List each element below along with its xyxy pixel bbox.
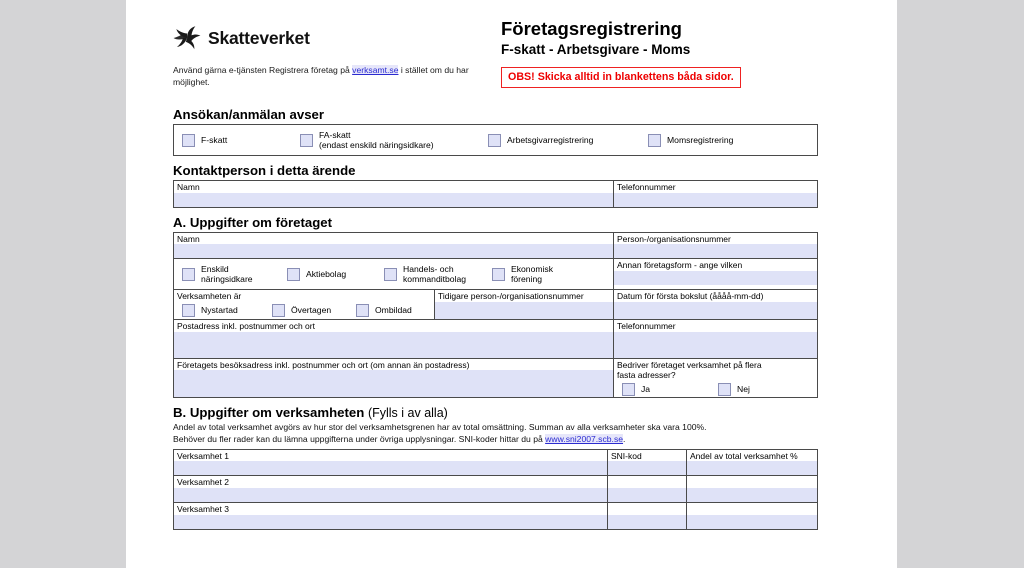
checkbox-item-nystartad[interactable] <box>182 304 272 317</box>
checkbox-momsregistrering-icon[interactable] <box>648 134 661 147</box>
activity-2-share-input[interactable] <box>687 488 817 502</box>
checkbox-handels-kommanditbolag-icon[interactable] <box>384 268 397 281</box>
activity-1-share-cell <box>686 450 817 476</box>
other-company-form-cell <box>613 259 817 289</box>
activity-1-sni-input[interactable] <box>608 461 686 475</box>
title-block <box>501 18 821 88</box>
activity-3-sni-input[interactable] <box>608 515 686 529</box>
contact-name-input[interactable] <box>174 193 613 207</box>
brand-name: Skatteverket <box>208 27 310 48</box>
checkbox-label-ekonomisk-forening-l1: Ekonomisk <box>511 263 554 274</box>
company-form-row <box>174 258 817 289</box>
checkbox-ja-icon[interactable] <box>622 383 635 396</box>
checkbox-nystartad-icon[interactable] <box>182 304 195 317</box>
activity-2-input[interactable] <box>174 488 607 502</box>
first-closing-date-cell <box>613 290 817 319</box>
section-b-table <box>173 449 818 530</box>
checkbox-label-enskild-naringsidkare-l1: Enskild <box>201 263 229 274</box>
company-orgnr-input[interactable] <box>614 244 817 258</box>
contact-phone-input[interactable] <box>614 193 817 207</box>
checkbox-arbetsgivarregistrering-icon[interactable] <box>488 134 501 147</box>
company-phone-label: Telefonnummer <box>617 320 676 331</box>
contact-heading: Kontaktperson i detta ärende <box>173 163 356 178</box>
activity-1-cell <box>174 450 607 476</box>
checkbox-label-aktiebolag: Aktiebolag <box>306 269 347 280</box>
company-orgnr-label: Person-/organisationsnummer <box>617 233 731 244</box>
contact-phone-label: Telefonnummer <box>617 182 676 192</box>
contact-name-cell <box>174 181 613 207</box>
checkbox-item-arbetsgivarregistrering[interactable] <box>488 134 648 147</box>
multi-address-options <box>614 380 817 396</box>
section-b-note-line2 <box>173 434 818 446</box>
checkbox-label-handels-kommanditbolag-l2: kommanditbolag <box>403 274 467 285</box>
company-name-cell <box>174 233 613 259</box>
activity-2-sni-cell <box>607 476 686 502</box>
checkbox-label-overtagen: Övertagen <box>291 305 332 316</box>
activity-3-share-input[interactable] <box>687 515 817 529</box>
application-options <box>174 125 817 155</box>
company-name-label: Namn <box>177 233 200 244</box>
table-row <box>174 475 817 502</box>
multi-address-label-line2: fasta adresser? <box>617 369 676 380</box>
checkbox-item-f-skatt[interactable] <box>182 134 300 147</box>
skatteverket-spiral-logo-icon <box>173 24 201 52</box>
section-b-note-line2-pre: Behöver du fler rader kan du lämna uppgifterna under övriga upplysningar. SNI-koder hittar du på <box>173 433 546 444</box>
checkbox-f-skatt-icon[interactable] <box>182 134 195 147</box>
postal-address-label: Postadress inkl. postnummer och ort <box>177 320 315 331</box>
checkbox-aktiebolag-icon[interactable] <box>287 268 300 281</box>
section-b-note-line2-post: . <box>623 433 626 444</box>
postal-address-input[interactable] <box>174 332 613 358</box>
activity-1-input[interactable] <box>174 461 607 475</box>
visit-address-input[interactable] <box>174 370 613 397</box>
company-orgnr-cell <box>613 233 817 259</box>
checkbox-ombildad-icon[interactable] <box>356 304 369 317</box>
first-closing-date-input[interactable] <box>614 302 817 319</box>
company-form-options <box>174 259 613 289</box>
activity-3-label: Verksamhet 3 <box>177 504 229 515</box>
checkbox-label-nystartad: Nystartad <box>201 305 238 316</box>
column-header-share: Andel av total verksamhet % <box>690 450 798 461</box>
section-b-heading <box>173 405 818 420</box>
activity-2-cell <box>174 476 607 502</box>
table-row <box>174 450 817 476</box>
checkbox-label-fa-skatt: FA-skatt <box>319 129 351 140</box>
activity-status-options <box>174 302 434 319</box>
visit-address-row <box>174 358 817 398</box>
section-a-box <box>173 232 818 399</box>
document-page <box>126 0 897 568</box>
section-b-heading-sub: (Fylls i av alla) <box>367 406 448 421</box>
checkbox-ekonomisk-forening-icon[interactable] <box>492 268 505 281</box>
contact-phone-cell <box>613 181 817 207</box>
checkbox-enskild-naringsidkare-icon[interactable] <box>182 268 195 281</box>
activity-2-sni-input[interactable] <box>608 488 686 502</box>
checkbox-fa-skatt-icon[interactable] <box>300 134 313 147</box>
checkbox-item-enskild-naringsidkare[interactable] <box>182 264 287 285</box>
intro-text <box>173 65 473 88</box>
company-name-input[interactable] <box>174 244 613 258</box>
activity-1-label: Verksamhet 1 <box>177 450 229 461</box>
visit-address-label: Företagets besöksadress inkl. postnummer och ort (om annan än postadress) <box>177 359 470 370</box>
contact-box <box>173 180 818 208</box>
section-b-note-line1: Andel av total verksamhet avgörs av hur stor del verksamhetsgrenen har av total omsättning. Summan av alla verksamheter ska vara 100%. <box>173 422 707 433</box>
checkbox-item-momsregistrering[interactable] <box>648 134 733 147</box>
page-subtitle: F-skatt - Arbetsgivare - Moms <box>501 42 691 58</box>
notice-banner: OBS! Skicka alltid in blankettens båda sidor. <box>501 67 741 88</box>
application-heading: Ansökan/anmälan avser <box>173 107 324 122</box>
section-a-heading: A. Uppgifter om företaget <box>173 214 332 230</box>
activity-2-share-cell <box>686 476 817 502</box>
activity-3-share-cell <box>686 503 817 529</box>
contact-name-label: Namn <box>177 182 200 192</box>
checkbox-label-momsregistrering: Momsregistrering <box>667 134 734 145</box>
application-box <box>173 124 818 156</box>
checkbox-label-handels-kommanditbolag-l1: Handels- och <box>403 263 454 274</box>
brand-lockup <box>173 24 310 52</box>
activity-3-input[interactable] <box>174 515 607 529</box>
checkbox-label-ja: Ja <box>641 384 651 395</box>
postal-address-row <box>174 319 817 358</box>
previous-orgnr-cell <box>434 290 613 319</box>
activity-1-share-input[interactable] <box>687 461 817 475</box>
activity-3-cell <box>174 503 607 529</box>
checkbox-item-ekonomisk-forening[interactable] <box>492 264 553 285</box>
other-company-form-input[interactable] <box>614 271 817 285</box>
checkbox-item-fa-skatt[interactable] <box>300 130 488 151</box>
checkbox-item-handels-kommanditbolag[interactable] <box>384 264 492 285</box>
form-sheet <box>173 18 818 530</box>
company-name-row <box>174 233 817 259</box>
column-header-sni: SNI-kod <box>611 450 642 461</box>
checkbox-item-nej[interactable] <box>718 383 750 396</box>
checkbox-item-ja[interactable] <box>622 383 718 396</box>
first-closing-date-label: Datum för första bokslut (åååå-mm-dd) <box>617 291 764 302</box>
multi-address-cell <box>613 359 817 398</box>
postal-address-cell <box>174 320 613 358</box>
visit-address-cell <box>174 359 613 398</box>
other-company-form-label: Annan företagsform - ange vilken <box>617 260 743 271</box>
activity-1-sni-cell <box>607 450 686 476</box>
checkbox-item-ombildad[interactable] <box>356 304 412 317</box>
contact-row <box>174 181 817 207</box>
checkbox-item-aktiebolag[interactable] <box>287 268 384 281</box>
multi-address-label-line1: Bedriver företaget verksamhet på flera <box>617 359 762 370</box>
activity-status-row <box>174 289 817 319</box>
section-b-heading-main: B. Uppgifter om verksamheten <box>173 405 365 421</box>
table-row <box>174 502 817 529</box>
intro-text-pre: Använd gärna e-tjänsten Registrera företag på <box>173 65 353 75</box>
activity-3-sni-cell <box>607 503 686 529</box>
checkbox-label-ombildad: Ombildad <box>375 305 412 316</box>
intro-text-post: i stället om du har möjlighet. <box>173 65 469 87</box>
verksamt-link[interactable]: verksamt.se <box>352 65 399 75</box>
checkbox-label-nej: Nej <box>737 384 750 395</box>
activity-2-label: Verksamhet 2 <box>177 477 229 488</box>
checkbox-label-enskild-naringsidkare-l2: näringsidkare <box>201 274 253 285</box>
section-b-note <box>173 422 818 446</box>
previous-orgnr-input[interactable] <box>435 302 613 319</box>
checkbox-label-ekonomisk-forening-l2: förening <box>511 274 543 285</box>
checkbox-label-arbetsgivarregistrering: Arbetsgivarregistrering <box>507 134 594 145</box>
activity-status-cell <box>174 290 434 319</box>
checkbox-sublabel-fa-skatt: (endast enskild näringsidkare) <box>319 140 434 150</box>
form-header <box>173 18 818 100</box>
activity-status-label: Verksamheten är <box>177 291 242 302</box>
company-phone-input[interactable] <box>614 332 817 358</box>
checkbox-nej-icon[interactable] <box>718 383 731 396</box>
checkbox-label-f-skatt: F-skatt <box>201 134 228 145</box>
previous-orgnr-label: Tidigare person-/organisationsnummer <box>438 291 584 302</box>
page-title: Företagsregistrering <box>501 18 682 39</box>
sni2007-link[interactable]: www.sni2007.scb.se <box>545 433 624 444</box>
company-phone-cell <box>613 320 817 358</box>
checkbox-overtagen-icon[interactable] <box>272 304 285 317</box>
checkbox-item-overtagen[interactable] <box>272 304 356 317</box>
